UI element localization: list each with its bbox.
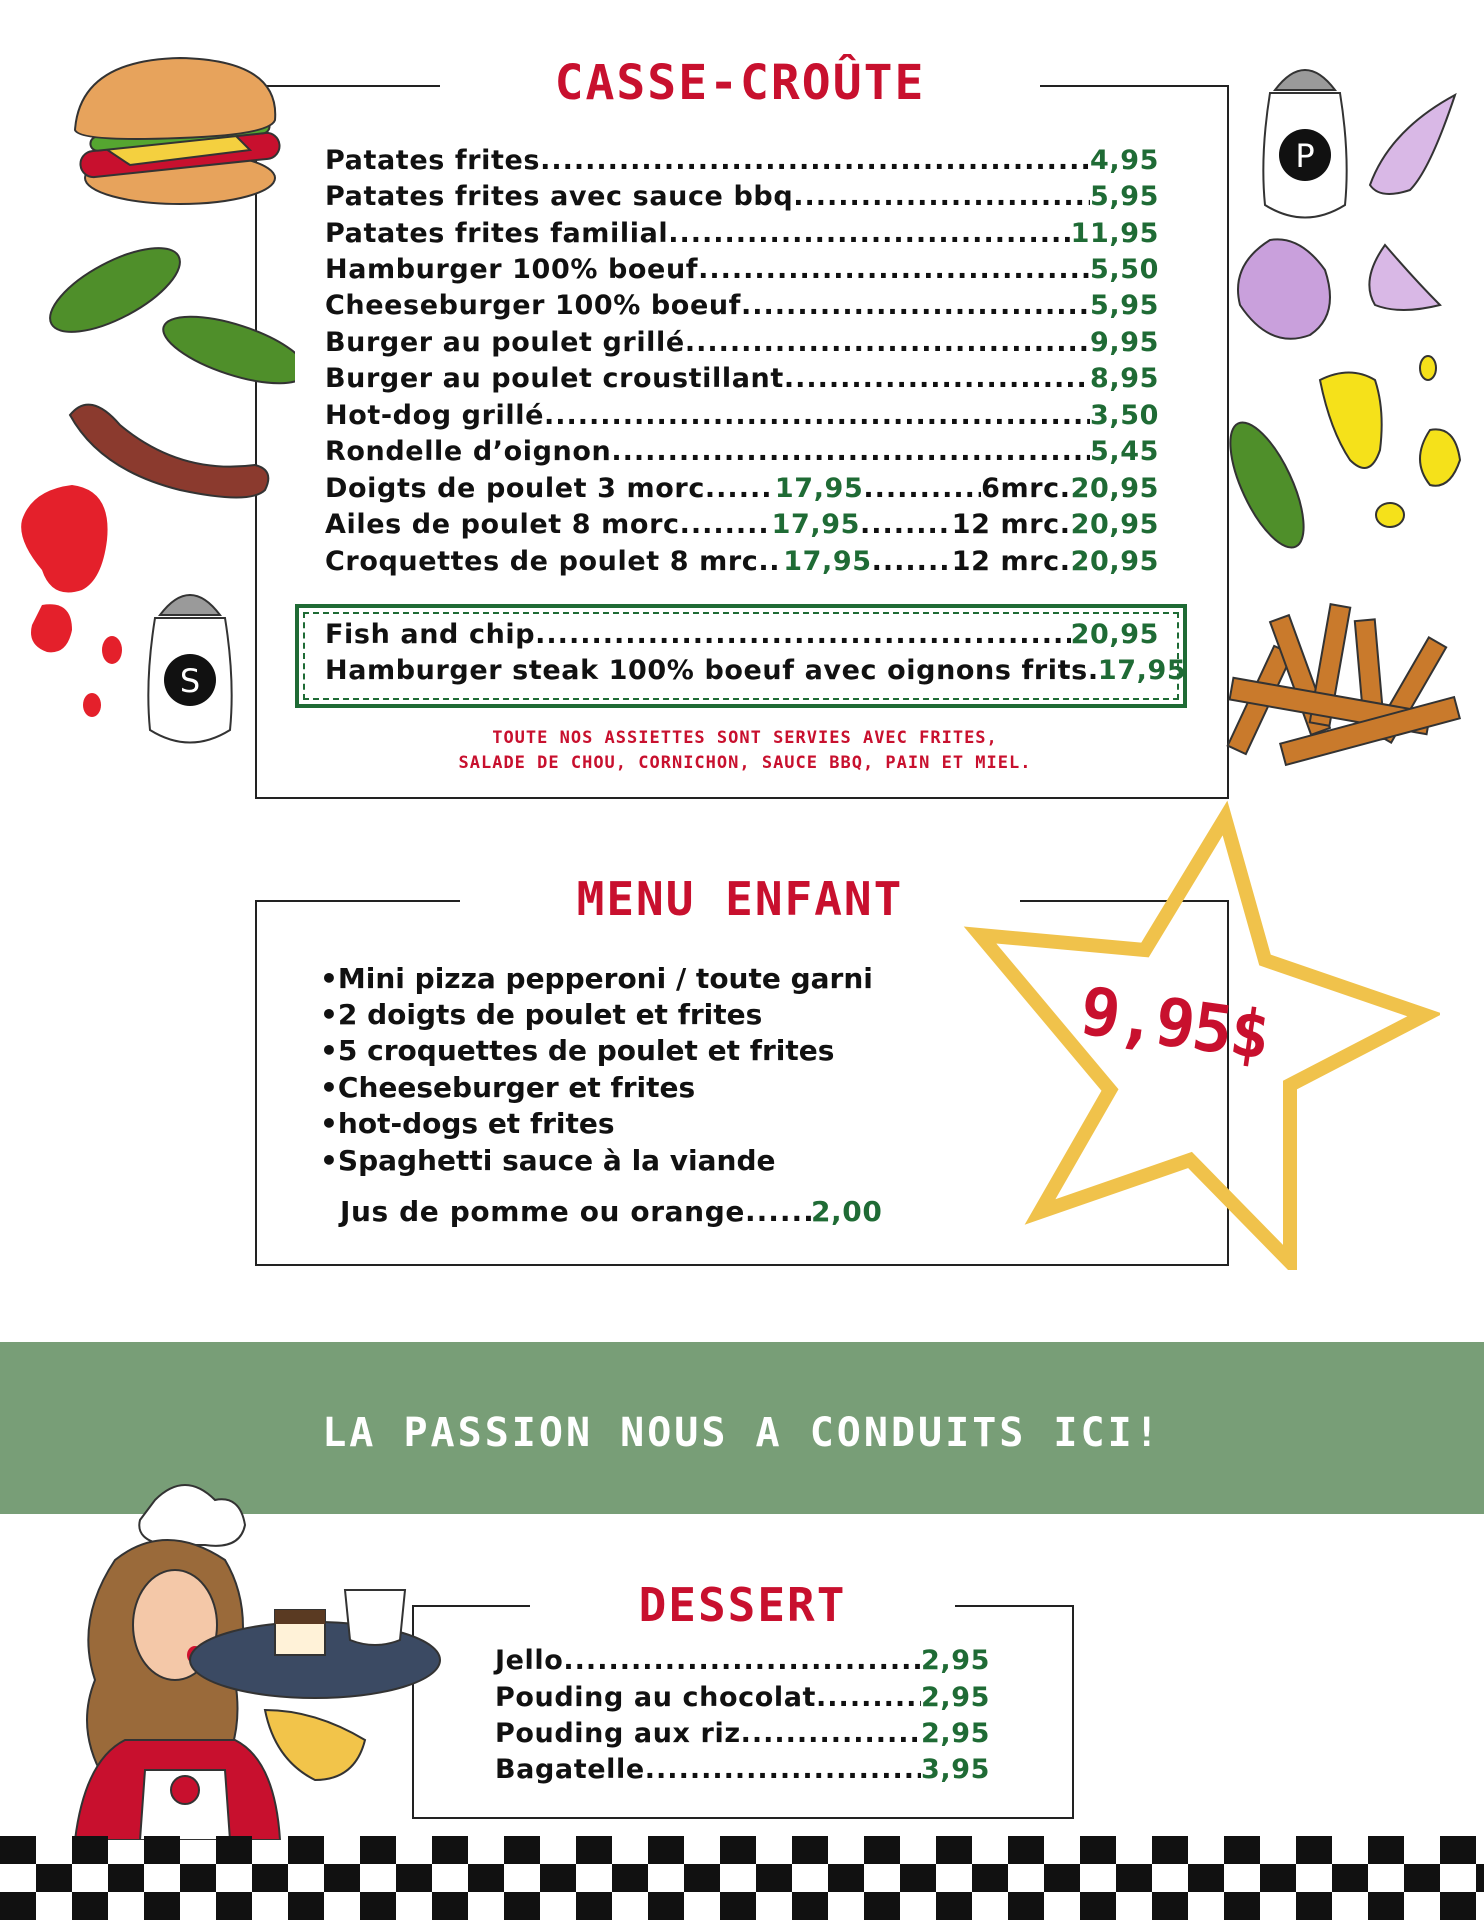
salt-shaker-icon	[140, 580, 240, 750]
star-price: 9,95$	[1075, 972, 1274, 1075]
plate-item: Hamburger steak 100% boeuf avec oignons frits ..... 17,95	[325, 655, 1159, 686]
menu-item: Patates frites ..... 4,95	[325, 145, 1159, 176]
menu-item-double: Ailes de poulet 8 morc ..... 17,95 ..... 12 mrc. 20,95	[325, 509, 1159, 540]
waitress-illustration-icon	[15, 1480, 455, 1840]
fries-icon	[1210, 575, 1480, 775]
menu-item-double: Croquettes de poulet 8 mrc. ..... 17,95 ..... 12 mrc. 20,95	[325, 546, 1159, 577]
kids-item: • Spaghetti sauce à la viande	[320, 1144, 776, 1177]
slogan-text: LA PASSION NOUS A CONDUITS ICI!	[322, 1410, 1162, 1456]
menu-item: Patates frites avec sauce bbq ..... 5,95	[325, 181, 1159, 212]
casse-croute-title: CASSE-CROÛTE	[554, 55, 926, 111]
dessert-item: Pouding au chocolat ..... 2,95	[495, 1682, 990, 1713]
menu-item: Hamburger 100% boeuf ..... 5,50	[325, 254, 1159, 285]
dessert-item: Jello ..... 2,95	[495, 1645, 990, 1676]
ketchup-splash-icon	[12, 480, 132, 720]
dessert-item: Pouding aux riz ..... 2,95	[495, 1718, 990, 1749]
dessert-item: Bagatelle ..... 3,95	[495, 1754, 990, 1785]
kids-item: • Mini pizza pepperoni / toute garni	[320, 962, 873, 995]
checkerboard-footer	[0, 1836, 1484, 1920]
kids-item: • hot-dogs et frites	[320, 1107, 615, 1140]
menu-item: Rondelle d’oignon ..... 5,45	[325, 436, 1159, 467]
pepper-letter: P	[1295, 137, 1315, 175]
kids-item: • Cheeseburger et frites	[320, 1071, 695, 1104]
pickle-icon	[1212, 410, 1322, 560]
burger-icon	[60, 50, 300, 210]
menu-item: Cheeseburger 100% boeuf ..... 5,95	[325, 290, 1159, 321]
menu-item: Burger au poulet grillé ..... 9,95	[325, 327, 1159, 358]
menu-item: Burger au poulet croustillant ..... 8,95	[325, 363, 1159, 394]
pickle-icon	[25, 235, 295, 395]
plates-note-line2: SALADE DE CHOU, CORNICHON, SAUCE BBQ, PAIN ET MIEL.	[458, 753, 1032, 773]
onion-icon	[1200, 90, 1470, 350]
plate-item: Fish and chip ..... 20,95	[325, 619, 1159, 650]
menu-enfant-title: MENU ENFANT	[576, 872, 904, 926]
menu-item: Hot-dog grillé ..... 3,50	[325, 400, 1159, 431]
kids-item: • 5 croquettes de poulet et frites	[320, 1034, 834, 1067]
menu-item-double: Doigts de poulet 3 morc ..... 17,95 ..... 6mrc. 20,95	[325, 473, 1159, 504]
juice-item: Jus de pomme ou orange ..... 2,00	[340, 1195, 840, 1228]
dessert-title: DESSERT	[638, 1578, 847, 1632]
kids-item: • 2 doigts de poulet et frites	[320, 998, 762, 1031]
salt-letter: S	[179, 662, 201, 700]
plates-note-line1: TOUTE NOS ASSIETTES SONT SERVIES AVEC FRITES,	[492, 728, 998, 748]
menu-item: Patates frites familial ..... 11,95	[325, 218, 1159, 249]
